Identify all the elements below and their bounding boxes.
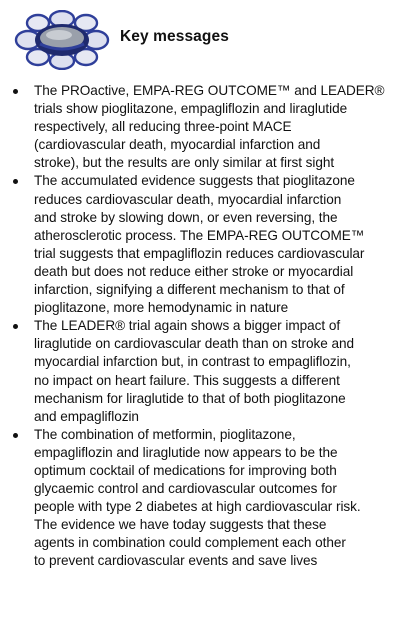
text-line: The accumulated evidence suggests that pioglitazone <box>34 173 355 189</box>
key-messages-list <box>0 82 401 571</box>
bullet-dot-icon <box>13 89 18 94</box>
bullet-text <box>34 172 391 317</box>
list-item <box>0 82 401 172</box>
text-line: mechanism for liraglutide to that of both pioglitazone <box>34 390 346 406</box>
text-line: and stroke by slowing down, or even reversing, the <box>34 209 338 225</box>
text-line: and empagliflozin <box>34 408 139 424</box>
list-item <box>0 317 401 426</box>
text-line: myocardial infarction but, in contrast to empagliflozin, <box>34 354 351 370</box>
text-line: (cardiovascular death, myocardial infarction and <box>34 137 321 153</box>
text-line: death but does not reduce either stroke or myocardial <box>34 263 354 279</box>
text-line: stroke), but the results are only similar at first sight <box>34 155 335 171</box>
text-line: The LEADER® trial again shows a bigger impact of <box>34 318 341 334</box>
bullet-text <box>34 426 391 571</box>
text-line: empagliflozin and liraglutide now appears to be the <box>34 444 338 460</box>
text-line: no impact on heart failure. This suggests a different <box>34 372 340 388</box>
text-line: to prevent cardiovascular events and save lives <box>34 553 318 569</box>
page-title: Key messages <box>120 28 229 45</box>
bullet-dot-icon <box>13 179 18 184</box>
bullet-text <box>34 82 391 172</box>
text-line: The combination of metformin, pioglitazone, <box>34 426 296 442</box>
text-line: liraglutide on cardiovascular death than on stroke and <box>34 336 354 352</box>
bullet-dot-icon <box>13 324 18 329</box>
bullet-text <box>34 317 391 426</box>
text-line: respectively, all reducing three-point MACE <box>34 119 292 135</box>
text-line: optimum cocktail of medications for improving both <box>34 462 337 478</box>
flower-globe-logo-icon <box>14 10 110 70</box>
text-line: The evidence we have today suggests that these <box>34 517 327 533</box>
text-line: agents in combination could complement each other <box>34 535 346 551</box>
list-item <box>0 172 401 317</box>
text-line: trials show pioglitazone, empagliflozin and liraglutide <box>34 101 348 117</box>
text-line: pioglitazone, more hemodynamic in nature <box>34 300 289 316</box>
list-item <box>0 426 401 571</box>
text-line: glycaemic control and cardiovascular outcomes for <box>34 481 337 497</box>
text-line: trial suggests that empagliflozin reduces cardiovascular <box>34 245 365 261</box>
bullet-dot-icon <box>13 433 18 438</box>
text-line: people with type 2 diabetes at high cardiovascular risk. <box>34 499 361 515</box>
text-line: infarction, signifying a different mechanism to that of <box>34 282 345 298</box>
text-line: atherosclerotic process. The EMPA-REG OUTCOME™ <box>34 227 365 243</box>
text-line: reduces cardiovascular death, myocardial infarction <box>34 191 342 207</box>
header <box>0 0 401 80</box>
text-line: The PROactive, EMPA-REG OUTCOME™ and LEADER® <box>34 83 385 98</box>
